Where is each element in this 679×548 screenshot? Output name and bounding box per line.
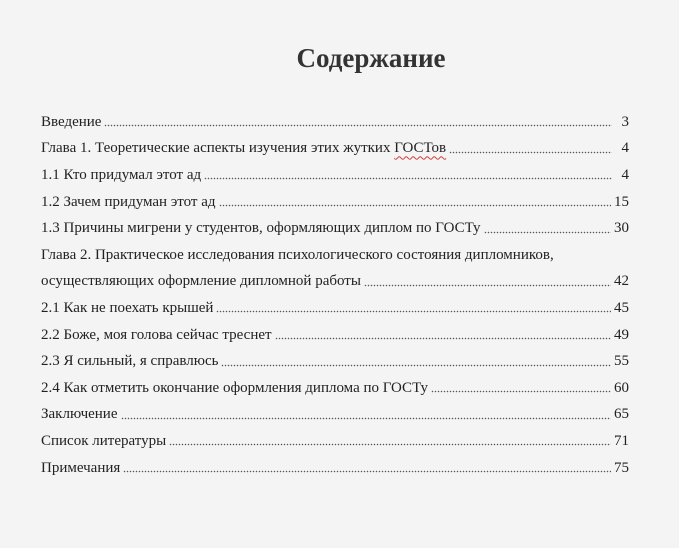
toc-entry-introduction — [41, 109, 629, 136]
toc-entry-page: 30 — [614, 220, 629, 237]
toc-entry-text-part: Глава 1. Теоретические аспекты изучения этих жутких — [41, 140, 395, 157]
toc-entry-page: 42 — [614, 273, 629, 290]
toc-entry-page: 65 — [614, 406, 629, 423]
toc-entry-section-1-2 — [41, 189, 629, 216]
toc-entry-line — [41, 242, 629, 269]
toc-entry-text: 2.1 Как не поехать крышей — [41, 299, 214, 316]
toc-entry-text: Заключение — [41, 406, 118, 423]
toc-entry-page: 15 — [614, 193, 629, 210]
dot-leader — [216, 302, 611, 314]
toc-entry-text: Глава 2. Практическое исследования психологического состояния дипломников, — [41, 246, 554, 263]
toc-entry-page: 75 — [614, 459, 629, 476]
page-title: Содержание — [296, 43, 446, 73]
toc-entry-section-2-1 — [41, 295, 629, 322]
dot-leader — [219, 196, 611, 208]
toc-entry-page: 4 — [621, 140, 629, 157]
toc-entry-text: Список литературы — [41, 432, 167, 449]
toc-entry-page: 60 — [614, 379, 629, 396]
toc-entry-text: 2.2 Боже, моя голова сейчас треснет — [41, 326, 272, 343]
toc-entry-chapter-2 — [41, 242, 629, 295]
dot-leader — [104, 116, 612, 128]
toc-entry-section-1-3 — [41, 215, 629, 242]
dot-leader — [449, 143, 612, 155]
toc-entry-page: 49 — [614, 326, 629, 343]
dot-leader — [121, 409, 612, 421]
toc-entry-section-2-3 — [41, 348, 629, 375]
dot-leader — [484, 223, 611, 235]
dot-leader — [204, 169, 612, 181]
dot-leader — [221, 356, 611, 368]
dot-leader — [275, 329, 611, 341]
dot-leader — [364, 276, 611, 288]
spellcheck-marked-word: ГОСТов — [394, 140, 447, 157]
toc-entry-conclusion — [41, 402, 629, 429]
toc-entry-page: 45 — [614, 299, 629, 316]
toc-entry-section-2-2 — [41, 322, 629, 349]
toc-entry-bibliography — [41, 428, 629, 455]
toc-entry-text: 1.1 Кто придумал этот ад — [41, 166, 202, 183]
toc-entry-text: Введение — [41, 113, 102, 130]
toc-entry-text — [41, 140, 446, 157]
toc-entry-text: 2.3 Я сильный, я справлюсь — [41, 353, 219, 370]
toc-entry-text: 2.4 Как отметить окончание оформления диплома по ГОСТу — [41, 379, 428, 396]
toc-entry-text: осуществляющих оформление дипломной работы — [41, 273, 361, 290]
dot-leader — [123, 462, 611, 474]
toc-entry-section-2-4 — [41, 375, 629, 402]
toc-entry-text: 1.3 Причины мигрени у студентов, оформляющих диплом по ГОСТу — [41, 220, 481, 237]
toc-entry-page: 4 — [621, 166, 629, 183]
toc-entry-page: 55 — [614, 353, 629, 370]
dot-leader — [431, 382, 611, 394]
toc-entry-line — [41, 269, 629, 296]
toc-entry-text: 1.2 Зачем придуман этот ад — [41, 193, 216, 210]
dot-leader — [169, 435, 611, 447]
toc-entry-page: 3 — [621, 113, 629, 130]
toc-entry-chapter-1 — [41, 136, 629, 163]
table-of-contents — [41, 109, 629, 481]
toc-entry-text: Примечания — [41, 459, 121, 476]
toc-entry-page: 71 — [614, 432, 629, 449]
toc-entry-notes — [41, 455, 629, 482]
toc-entry-section-1-1 — [41, 162, 629, 189]
